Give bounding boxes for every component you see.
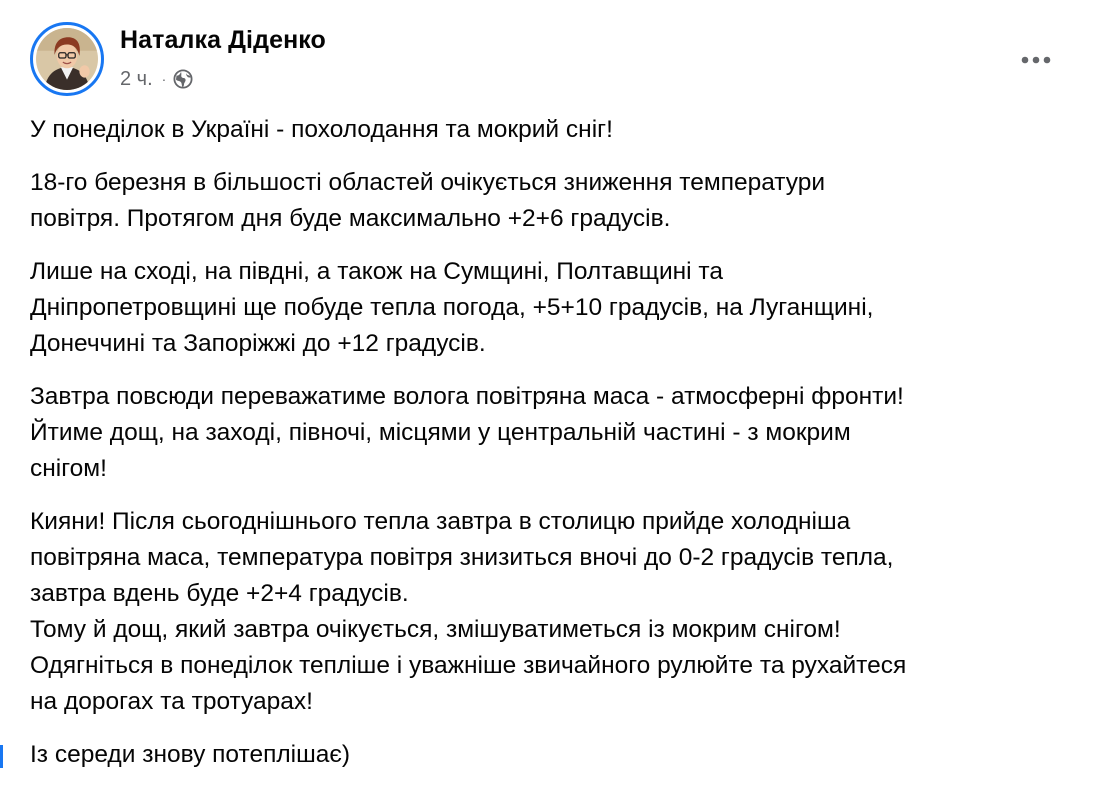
post-meta xyxy=(120,67,193,91)
post-timestamp[interactable]: 2 ч. xyxy=(120,67,153,90)
post-paragraph: Із середи знову потеплішає) xyxy=(30,741,351,768)
globe-icon[interactable] xyxy=(173,69,193,89)
scroll-edge-indicator xyxy=(0,745,3,768)
post-paragraph: У понеділок в Україні - похолодання та мокрий сніг! xyxy=(30,116,613,143)
post-header xyxy=(30,22,1070,102)
more-options-button[interactable] xyxy=(1014,38,1058,82)
post-paragraph: Кияни! Після сьогоднішнього тепла завтра в столицю прийде холодніша повітряна маса, температура повітря знизиться вночі до 0-2 градусів тепла, завтра вдень буде +2+4 градусів. Тому й дощ, який завтра очікується, змішуватиметься із мокрим снігом! Одягніться в понеділок тепліше і уважніше звичайного рулюйте та рухайтеся на дорогах та тротуарах! xyxy=(30,508,907,715)
avatar-image xyxy=(36,28,98,90)
meta-separator: · xyxy=(161,71,167,87)
avatar[interactable] xyxy=(30,22,104,96)
more-horizontal-icon xyxy=(1020,55,1052,65)
post-paragraph: Лише на сході, на півдні, а також на Сумщині, Полтавщині та Дніпропетровщині ще побуде тепла погода, +5+10 градусів, на Луганщині, Донеччині та Запоріжжі до +12 градусів. xyxy=(30,258,874,357)
post-body xyxy=(30,112,1080,790)
post-paragraph: 18-го березня в більшості областей очікується зниження температури повітря. Протягом дня буде максимально +2+6 градусів. xyxy=(30,169,826,232)
author-name[interactable]: Наталка Діденко xyxy=(120,26,326,54)
post-paragraph: Завтра повсюди переважатиме волога повітряна маса - атмосферні фронти! Йтиме дощ, на заході, півночі, місцями у центральній частині - з мокрим снігом! xyxy=(30,383,904,482)
